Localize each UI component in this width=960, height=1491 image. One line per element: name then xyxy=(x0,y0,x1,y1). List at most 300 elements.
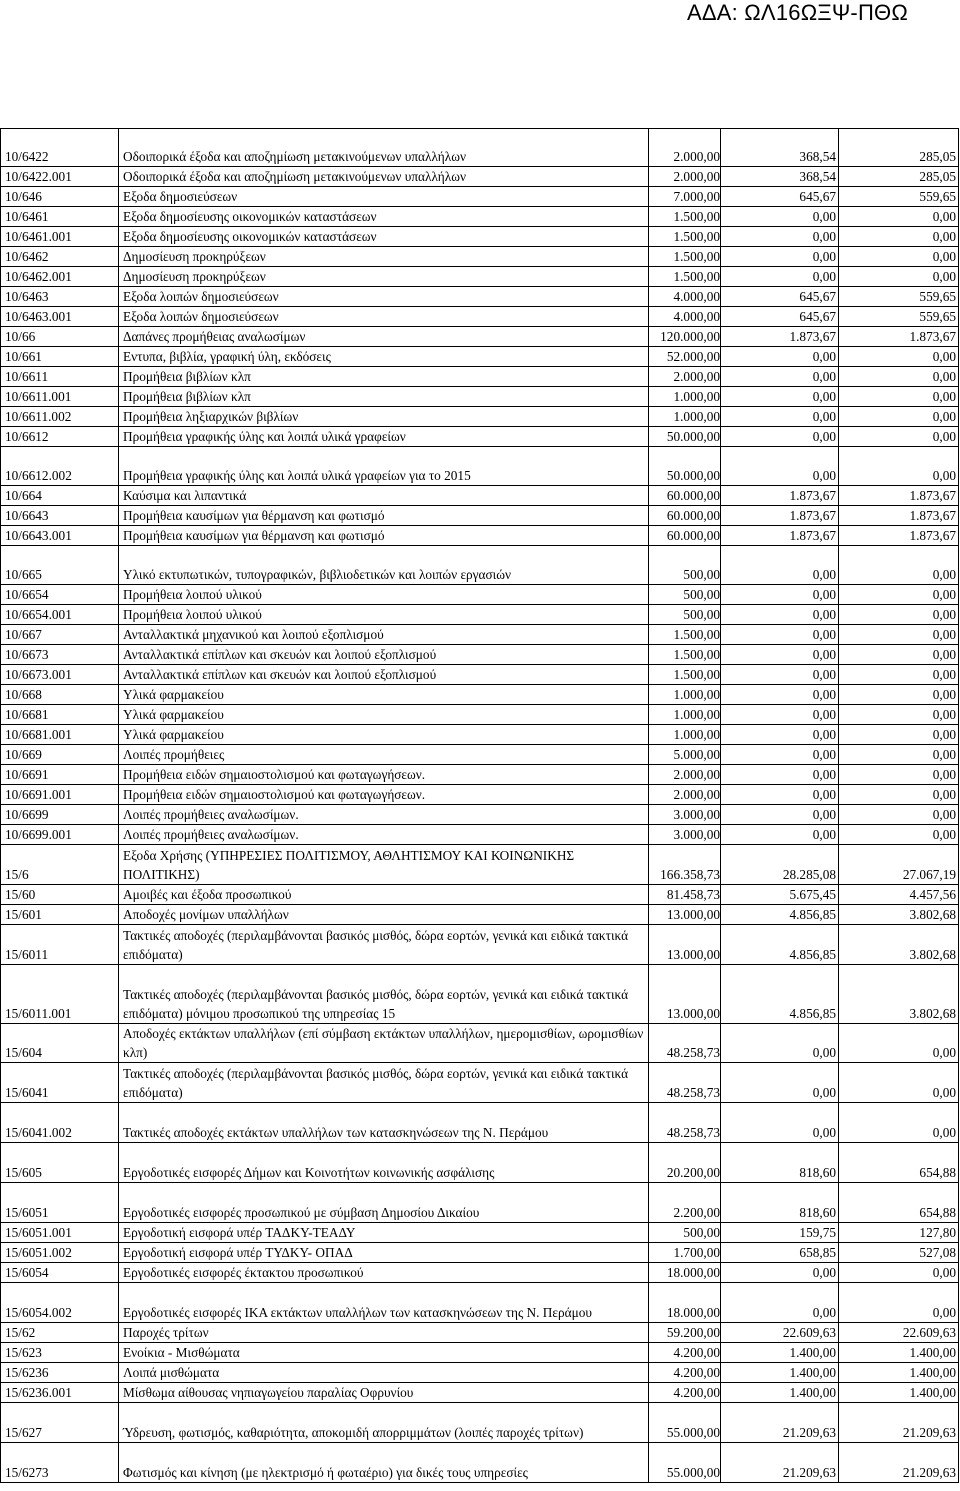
committed-amount: 0,00 xyxy=(721,207,839,227)
account-description: Τακτικές αποδοχές εκτάκτων υπαλλήλων των κατασκηνώσεων της Ν. Περάμου xyxy=(119,1103,649,1143)
committed-amount: 0,00 xyxy=(721,765,839,785)
committed-amount: 0,00 xyxy=(721,665,839,685)
budgeted-amount: 13.000,00 xyxy=(649,925,721,965)
committed-amount: 368,54 xyxy=(721,167,839,187)
budgeted-amount: 4.200,00 xyxy=(649,1363,721,1383)
table-row xyxy=(1,585,959,605)
committed-amount: 1.400,00 xyxy=(721,1363,839,1383)
account-description: Εντυπα, βιβλία, γραφική ύλη, εκδόσεις xyxy=(119,347,649,367)
committed-amount: 0,00 xyxy=(721,546,839,585)
table-row xyxy=(1,367,959,387)
committed-amount: 0,00 xyxy=(721,685,839,705)
paid-amount: 0,00 xyxy=(839,785,959,805)
paid-amount: 559,65 xyxy=(839,187,959,207)
budgeted-amount: 20.200,00 xyxy=(649,1143,721,1183)
table-row xyxy=(1,745,959,765)
paid-amount: 0,00 xyxy=(839,367,959,387)
paid-amount: 0,00 xyxy=(839,745,959,765)
committed-amount: 645,67 xyxy=(721,287,839,307)
committed-amount: 0,00 xyxy=(721,785,839,805)
account-description: Τακτικές αποδοχές (περιλαμβάνονται βασικός μισθός, δώρα εορτών, γενικά και ειδικά τακτικά επιδόματα) μόνιμου προσωπικού της υπηρεσίας 15 xyxy=(119,965,649,1024)
budgeted-amount: 4.200,00 xyxy=(649,1383,721,1403)
paid-amount: 0,00 xyxy=(839,267,959,287)
budgeted-amount: 4.000,00 xyxy=(649,307,721,327)
table-row xyxy=(1,506,959,526)
account-code: 15/62 xyxy=(1,1323,119,1343)
committed-amount: 0,00 xyxy=(721,427,839,447)
committed-amount: 4.856,85 xyxy=(721,905,839,925)
paid-amount: 285,05 xyxy=(839,129,959,167)
account-code: 10/646 xyxy=(1,187,119,207)
account-code: 15/6041.002 xyxy=(1,1103,119,1143)
account-code: 10/6643.001 xyxy=(1,526,119,546)
account-description: Εργοδοτική εισφορά υπέρ ΤΑΔΚΥ-ΤΕΑΔΥ xyxy=(119,1223,649,1243)
table-row xyxy=(1,605,959,625)
paid-amount: 285,05 xyxy=(839,167,959,187)
committed-amount: 0,00 xyxy=(721,1283,839,1323)
paid-amount: 0,00 xyxy=(839,247,959,267)
committed-amount: 1.400,00 xyxy=(721,1343,839,1363)
account-description: Προμήθεια βιβλίων κλπ xyxy=(119,387,649,407)
budgeted-amount: 1.000,00 xyxy=(649,685,721,705)
account-description: Λοιπές προμήθειες αναλωσίμων. xyxy=(119,805,649,825)
account-description: Φωτισμός και κίνηση (με ηλεκτρισμό ή φωταέριο) για δικές τους υπηρεσίες xyxy=(119,1443,649,1483)
budgeted-amount: 2.000,00 xyxy=(649,129,721,167)
account-description: Εξοδα λοιπών δημοσιεύσεων xyxy=(119,287,649,307)
account-code: 15/6051.002 xyxy=(1,1243,119,1263)
table-row xyxy=(1,287,959,307)
committed-amount: 0,00 xyxy=(721,745,839,765)
account-description: Εργοδοτικές εισφορές Δήμων και Κοινοτήτων κοινωνικής ασφάλισης xyxy=(119,1143,649,1183)
account-code: 10/6422.001 xyxy=(1,167,119,187)
account-code: 15/6 xyxy=(1,845,119,885)
account-code: 10/6691 xyxy=(1,765,119,785)
committed-amount: 368,54 xyxy=(721,129,839,167)
account-description: Ανταλλακτικά επίπλων και σκευών και λοιπού εξοπλισμού xyxy=(119,645,649,665)
account-code: 10/6422 xyxy=(1,129,119,167)
budgeted-amount: 1.500,00 xyxy=(649,247,721,267)
committed-amount: 21.209,63 xyxy=(721,1403,839,1443)
account-code: 15/6273 xyxy=(1,1443,119,1483)
table-row xyxy=(1,885,959,905)
paid-amount: 1.400,00 xyxy=(839,1363,959,1383)
account-code: 10/6673 xyxy=(1,645,119,665)
account-code: 10/664 xyxy=(1,486,119,506)
paid-amount: 0,00 xyxy=(839,427,959,447)
paid-amount: 1.873,67 xyxy=(839,327,959,347)
paid-amount: 22.609,63 xyxy=(839,1323,959,1343)
budgeted-amount: 3.000,00 xyxy=(649,825,721,845)
paid-amount: 0,00 xyxy=(839,546,959,585)
committed-amount: 4.856,85 xyxy=(721,925,839,965)
budgeted-amount: 2.000,00 xyxy=(649,167,721,187)
table-row xyxy=(1,407,959,427)
committed-amount: 159,75 xyxy=(721,1223,839,1243)
account-code: 15/605 xyxy=(1,1143,119,1183)
budgeted-amount: 1.000,00 xyxy=(649,387,721,407)
committed-amount: 645,67 xyxy=(721,187,839,207)
paid-amount: 0,00 xyxy=(839,407,959,427)
table-row xyxy=(1,526,959,546)
account-description: Λοιπά μισθώματα xyxy=(119,1363,649,1383)
budgeted-amount: 1.700,00 xyxy=(649,1243,721,1263)
committed-amount: 0,00 xyxy=(721,625,839,645)
committed-amount: 0,00 xyxy=(721,1263,839,1283)
account-description: Δαπάνες προμήθειας αναλωσίμων xyxy=(119,327,649,347)
table-row xyxy=(1,1143,959,1183)
account-code: 10/668 xyxy=(1,685,119,705)
committed-amount: 0,00 xyxy=(721,447,839,486)
account-description: Εξοδα δημοσίευσης οικονομικών καταστάσεων xyxy=(119,207,649,227)
account-description: Εργοδοτική εισφορά υπέρ ΤΥΔΚΥ- ΟΠΑΔ xyxy=(119,1243,649,1263)
account-description: Προμήθεια ληξιαρχικών βιβλίων xyxy=(119,407,649,427)
account-code: 15/6051.001 xyxy=(1,1223,119,1243)
account-description: Αμοιβές και έξοδα προσωπικού xyxy=(119,885,649,905)
account-code: 10/6611.002 xyxy=(1,407,119,427)
account-description: Δημοσίευση προκηρύξεων xyxy=(119,247,649,267)
budgeted-amount: 2.000,00 xyxy=(649,765,721,785)
table-row xyxy=(1,845,959,885)
account-code: 15/60 xyxy=(1,885,119,905)
account-code: 10/6461 xyxy=(1,207,119,227)
committed-amount: 1.873,67 xyxy=(721,526,839,546)
paid-amount: 0,00 xyxy=(839,1283,959,1323)
account-description: Υλικά φαρμακείου xyxy=(119,705,649,725)
account-description: Εξοδα λοιπών δημοσιεύσεων xyxy=(119,307,649,327)
account-code: 10/6611.001 xyxy=(1,387,119,407)
account-code: 10/6699.001 xyxy=(1,825,119,845)
account-description: Δημοσίευση προκηρύξεων xyxy=(119,267,649,287)
committed-amount: 0,00 xyxy=(721,1063,839,1103)
table-row xyxy=(1,1403,959,1443)
budgeted-amount: 5.000,00 xyxy=(649,745,721,765)
account-description: Προμήθεια λοιπού υλικού xyxy=(119,585,649,605)
committed-amount: 1.873,67 xyxy=(721,486,839,506)
account-code: 15/6054.002 xyxy=(1,1283,119,1323)
paid-amount: 559,65 xyxy=(839,287,959,307)
budgeted-amount: 500,00 xyxy=(649,605,721,625)
account-code: 10/6612.002 xyxy=(1,447,119,486)
account-code: 15/601 xyxy=(1,905,119,925)
budgeted-amount: 1.500,00 xyxy=(649,267,721,287)
table-row xyxy=(1,1263,959,1283)
account-code: 10/6654.001 xyxy=(1,605,119,625)
paid-amount: 21.209,63 xyxy=(839,1443,959,1483)
account-description: Προμήθεια καυσίμων για θέρμανση και φωτισμό xyxy=(119,526,649,546)
table-row xyxy=(1,1343,959,1363)
paid-amount: 0,00 xyxy=(839,605,959,625)
account-description: Υλικά φαρμακείου xyxy=(119,685,649,705)
budgeted-amount: 13.000,00 xyxy=(649,965,721,1024)
account-description: Προμήθεια ειδών σημαιοστολισμού και φωταγωγήσεων. xyxy=(119,765,649,785)
paid-amount: 0,00 xyxy=(839,645,959,665)
budgeted-amount: 48.258,73 xyxy=(649,1024,721,1063)
paid-amount: 1.873,67 xyxy=(839,506,959,526)
account-code: 10/6681.001 xyxy=(1,725,119,745)
account-code: 10/6463.001 xyxy=(1,307,119,327)
committed-amount: 0,00 xyxy=(721,367,839,387)
table-row xyxy=(1,625,959,645)
paid-amount: 3.802,68 xyxy=(839,965,959,1024)
table-row xyxy=(1,1383,959,1403)
paid-amount: 0,00 xyxy=(839,207,959,227)
paid-amount: 559,65 xyxy=(839,307,959,327)
account-description: Λοιπές προμήθειες xyxy=(119,745,649,765)
budgeted-amount: 120.000,00 xyxy=(649,327,721,347)
account-description: Εργοδοτικές εισφορές έκτακτου προσωπικού xyxy=(119,1263,649,1283)
table-row xyxy=(1,1183,959,1223)
account-code: 10/6463 xyxy=(1,287,119,307)
table-row xyxy=(1,307,959,327)
committed-amount: 1.873,67 xyxy=(721,506,839,526)
account-code: 10/6462 xyxy=(1,247,119,267)
table-row xyxy=(1,267,959,287)
paid-amount: 0,00 xyxy=(839,725,959,745)
budgeted-amount: 166.358,73 xyxy=(649,845,721,885)
table-row xyxy=(1,387,959,407)
paid-amount: 3.802,68 xyxy=(839,925,959,965)
account-code: 15/604 xyxy=(1,1024,119,1063)
account-description: Τακτικές αποδοχές (περιλαμβάνονται βασικός μισθός, δώρα εορτών, γενικά και ειδικά τακτικά επιδόματα) xyxy=(119,1063,649,1103)
table-row xyxy=(1,347,959,367)
budgeted-amount: 1.500,00 xyxy=(649,207,721,227)
account-description: Εξοδα δημοσιεύσεων xyxy=(119,187,649,207)
account-description: Αποδοχές μονίμων υπαλλήλων xyxy=(119,905,649,925)
committed-amount: 818,60 xyxy=(721,1183,839,1223)
account-description: Οδοιπορικά έξοδα και αποζημίωση μετακινούμενων υπαλλήλων xyxy=(119,129,649,167)
budgeted-amount: 55.000,00 xyxy=(649,1443,721,1483)
table-row xyxy=(1,227,959,247)
budgeted-amount: 50.000,00 xyxy=(649,427,721,447)
table-row xyxy=(1,725,959,745)
paid-amount: 0,00 xyxy=(839,347,959,367)
budgeted-amount: 60.000,00 xyxy=(649,486,721,506)
committed-amount: 645,67 xyxy=(721,307,839,327)
table-row xyxy=(1,805,959,825)
table-row xyxy=(1,247,959,267)
paid-amount: 0,00 xyxy=(839,765,959,785)
budgeted-amount: 500,00 xyxy=(649,1223,721,1243)
paid-amount: 27.067,19 xyxy=(839,845,959,885)
paid-amount: 0,00 xyxy=(839,685,959,705)
budgeted-amount: 60.000,00 xyxy=(649,506,721,526)
account-description: Εργοδοτικές εισφορές προσωπικού με σύμβαση Δημοσίου Δικαίου xyxy=(119,1183,649,1223)
paid-amount: 0,00 xyxy=(839,625,959,645)
account-code: 10/667 xyxy=(1,625,119,645)
budgeted-amount: 1.000,00 xyxy=(649,725,721,745)
paid-amount: 654,88 xyxy=(839,1143,959,1183)
account-description: Καύσιμα και λιπαντικά xyxy=(119,486,649,506)
budgeted-amount: 59.200,00 xyxy=(649,1323,721,1343)
budgeted-amount: 4.200,00 xyxy=(649,1343,721,1363)
account-code: 15/6011 xyxy=(1,925,119,965)
account-description: Ενοίκια - Μισθώματα xyxy=(119,1343,649,1363)
paid-amount: 4.457,56 xyxy=(839,885,959,905)
table-row xyxy=(1,765,959,785)
account-code: 10/6612 xyxy=(1,427,119,447)
budgeted-amount: 3.000,00 xyxy=(649,805,721,825)
paid-amount: 1.873,67 xyxy=(839,486,959,506)
account-code: 10/669 xyxy=(1,745,119,765)
paid-amount: 654,88 xyxy=(839,1183,959,1223)
account-code: 15/6236.001 xyxy=(1,1383,119,1403)
table-row xyxy=(1,665,959,685)
table-row xyxy=(1,965,959,1024)
table-row xyxy=(1,1103,959,1143)
committed-amount: 0,00 xyxy=(721,247,839,267)
account-description: Ανταλλακτικά επίπλων και σκευών και λοιπού εξοπλισμού xyxy=(119,665,649,685)
table-row xyxy=(1,645,959,665)
committed-amount: 0,00 xyxy=(721,825,839,845)
budgeted-amount: 2.000,00 xyxy=(649,367,721,387)
budgeted-amount: 55.000,00 xyxy=(649,1403,721,1443)
account-code: 10/6681 xyxy=(1,705,119,725)
table-row xyxy=(1,785,959,805)
budgeted-amount: 13.000,00 xyxy=(649,905,721,925)
budgeted-amount: 1.000,00 xyxy=(649,407,721,427)
budgeted-amount: 52.000,00 xyxy=(649,347,721,367)
account-code: 10/6673.001 xyxy=(1,665,119,685)
budgeted-amount: 18.000,00 xyxy=(649,1283,721,1323)
committed-amount: 818,60 xyxy=(721,1143,839,1183)
budgeted-amount: 2.200,00 xyxy=(649,1183,721,1223)
account-description: Ύδρευση, φωτισμός, καθαριότητα, αποκομιδή απορριμμάτων (λοιπές παροχές τρίτων) xyxy=(119,1403,649,1443)
budgeted-amount: 50.000,00 xyxy=(649,447,721,486)
table-row xyxy=(1,207,959,227)
committed-amount: 28.285,08 xyxy=(721,845,839,885)
budgeted-amount: 4.000,00 xyxy=(649,287,721,307)
table-row xyxy=(1,925,959,965)
committed-amount: 658,85 xyxy=(721,1243,839,1263)
committed-amount: 0,00 xyxy=(721,267,839,287)
account-code: 15/6054 xyxy=(1,1263,119,1283)
table-row xyxy=(1,705,959,725)
account-code: 10/665 xyxy=(1,546,119,585)
paid-amount: 0,00 xyxy=(839,705,959,725)
table-row xyxy=(1,1243,959,1263)
account-description: Τακτικές αποδοχές (περιλαμβάνονται βασικός μισθός, δώρα εορτών, γενικά και ειδικά τακτικά επιδόματα) xyxy=(119,925,649,965)
account-description: Υλικά φαρμακείου xyxy=(119,725,649,745)
account-code: 10/6643 xyxy=(1,506,119,526)
paid-amount: 0,00 xyxy=(839,805,959,825)
committed-amount: 0,00 xyxy=(721,347,839,367)
committed-amount: 4.856,85 xyxy=(721,965,839,1024)
committed-amount: 0,00 xyxy=(721,585,839,605)
account-code: 15/623 xyxy=(1,1343,119,1363)
paid-amount: 1.400,00 xyxy=(839,1343,959,1363)
account-description: Προμήθεια βιβλίων κλπ xyxy=(119,367,649,387)
ada-header: ΑΔΑ: ΩΛ16ΩΞΨ-ΠΘΩ xyxy=(687,0,908,25)
table-row xyxy=(1,546,959,585)
account-description: Προμήθεια γραφικής ύλης και λοιπά υλικά γραφείων για το 2015 xyxy=(119,447,649,486)
table-row xyxy=(1,486,959,506)
account-description: Υλικό εκτυπωτικών, τυπογραφικών, βιβλιοδετικών και λοιπών εργασιών xyxy=(119,546,649,585)
table-row xyxy=(1,1443,959,1483)
paid-amount: 0,00 xyxy=(839,1263,959,1283)
committed-amount: 1.873,67 xyxy=(721,327,839,347)
account-code: 15/6236 xyxy=(1,1363,119,1383)
table-row xyxy=(1,905,959,925)
account-code: 10/6461.001 xyxy=(1,227,119,247)
paid-amount: 21.209,63 xyxy=(839,1403,959,1443)
account-code: 10/66 xyxy=(1,327,119,347)
account-code: 10/661 xyxy=(1,347,119,367)
committed-amount: 0,00 xyxy=(721,805,839,825)
paid-amount: 0,00 xyxy=(839,585,959,605)
account-code: 15/6011.001 xyxy=(1,965,119,1024)
table-row xyxy=(1,1323,959,1343)
committed-amount: 0,00 xyxy=(721,725,839,745)
budgeted-amount: 2.000,00 xyxy=(649,785,721,805)
paid-amount: 127,80 xyxy=(839,1223,959,1243)
table-row xyxy=(1,1024,959,1063)
committed-amount: 0,00 xyxy=(721,1103,839,1143)
account-description: Προμήθεια καυσίμων για θέρμανση και φωτισμό xyxy=(119,506,649,526)
paid-amount: 0,00 xyxy=(839,1103,959,1143)
table-row xyxy=(1,327,959,347)
committed-amount: 21.209,63 xyxy=(721,1443,839,1483)
budgeted-amount: 81.458,73 xyxy=(649,885,721,905)
committed-amount: 0,00 xyxy=(721,227,839,247)
table-row xyxy=(1,1363,959,1383)
account-code: 15/627 xyxy=(1,1403,119,1443)
budgeted-amount: 500,00 xyxy=(649,585,721,605)
table-row xyxy=(1,427,959,447)
account-description: Οδοιπορικά έξοδα και αποζημίωση μετακινούμενων υπαλλήλων xyxy=(119,167,649,187)
account-description: Ανταλλακτικά μηχανικού και λοιπού εξοπλισμού xyxy=(119,625,649,645)
committed-amount: 0,00 xyxy=(721,645,839,665)
paid-amount: 3.802,68 xyxy=(839,905,959,925)
committed-amount: 0,00 xyxy=(721,705,839,725)
account-code: 10/6654 xyxy=(1,585,119,605)
committed-amount: 0,00 xyxy=(721,407,839,427)
table-row xyxy=(1,1063,959,1103)
account-code: 15/6041 xyxy=(1,1063,119,1103)
committed-amount: 1.400,00 xyxy=(721,1383,839,1403)
account-description: Αποδοχές εκτάκτων υπαλλήλων (επί σύμβαση εκτάκτων υπαλλήλων, ημερομισθίων, ωρομισθίων κλπ) xyxy=(119,1024,649,1063)
budgeted-amount: 48.258,73 xyxy=(649,1063,721,1103)
table-row xyxy=(1,1223,959,1243)
account-description: Προμήθεια ειδών σημαιοστολισμού και φωταγωγήσεων. xyxy=(119,785,649,805)
account-description: Μίσθωμα αίθουσας νηπιαγωγείου παραλίας Οφρυνίου xyxy=(119,1383,649,1403)
account-description: Λοιπές προμήθειες αναλωσίμων. xyxy=(119,825,649,845)
paid-amount: 527,08 xyxy=(839,1243,959,1263)
table-row xyxy=(1,129,959,167)
budgeted-amount: 1.500,00 xyxy=(649,665,721,685)
account-code: 10/6611 xyxy=(1,367,119,387)
account-code: 10/6691.001 xyxy=(1,785,119,805)
table-row xyxy=(1,825,959,845)
paid-amount: 0,00 xyxy=(839,825,959,845)
committed-amount: 22.609,63 xyxy=(721,1323,839,1343)
budget-table xyxy=(0,128,959,1483)
budgeted-amount: 18.000,00 xyxy=(649,1263,721,1283)
account-code: 10/6699 xyxy=(1,805,119,825)
budgeted-amount: 1.500,00 xyxy=(649,645,721,665)
account-description: Εξοδα Χρήσης (ΥΠΗΡΕΣΙΕΣ ΠΟΛΙΤΙΣΜΟΥ, ΑΘΛΗΤΙΣΜΟΥ ΚΑΙ ΚΟΙΝΩΝΙΚΗΣ ΠΟΛΙΤΙΚΗΣ) xyxy=(119,845,649,885)
account-description: Προμήθεια λοιπού υλικού xyxy=(119,605,649,625)
account-code: 15/6051 xyxy=(1,1183,119,1223)
budgeted-amount: 7.000,00 xyxy=(649,187,721,207)
budgeted-amount: 48.258,73 xyxy=(649,1103,721,1143)
paid-amount: 1.873,67 xyxy=(839,526,959,546)
paid-amount: 0,00 xyxy=(839,665,959,685)
paid-amount: 0,00 xyxy=(839,1063,959,1103)
budgeted-amount: 500,00 xyxy=(649,546,721,585)
committed-amount: 0,00 xyxy=(721,387,839,407)
account-description: Παροχές τρίτων xyxy=(119,1323,649,1343)
budgeted-amount: 1.500,00 xyxy=(649,625,721,645)
